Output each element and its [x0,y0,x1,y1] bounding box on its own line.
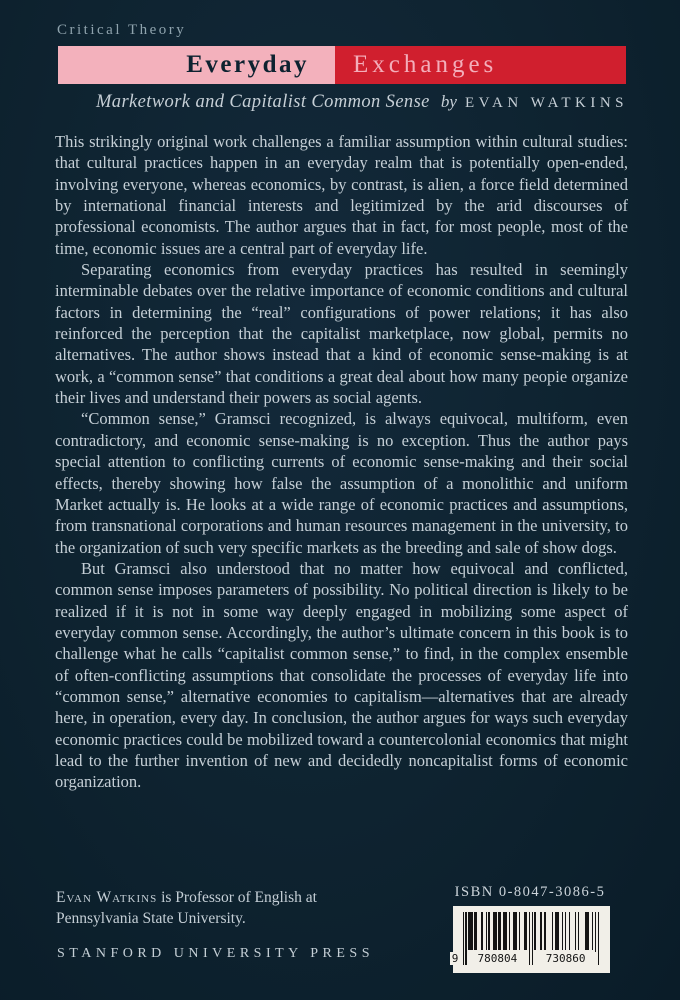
barcode-digits-group1: 780804 [467,952,528,965]
barcode [453,906,610,973]
book-description [55,131,628,793]
series-label: Critical Theory [57,22,187,38]
title-word-exchanges: Exchanges [353,51,498,78]
description-paragraph-1: This strikingly original work challenges a familiar assumption within cultural studies: that cultural practices happen in an everyday realm that is potentially open-ended, involving everyone, whereas economics, by contrast, is alien, a force field determined by international financial interests and legitimized by the arid discourses of professional economists. The author argues that in fact, for most people, most of the time, economic issues are a central part of everyday life. [55,132,628,258]
description-paragraph-2: Separating economics from everyday practices has resulted in seemingly interminable debates over the relative importance of economic conditions and cultural factors in determining the “real” configurations of power relations; it has also reinforced the perception that the capitalist marketplace, now global, permits no alternatives. The author shows instead that a kind of economic sense-making is at work, a “common sense” that conditions a great deal about how many peopie organize their lives and understand their powers as social agents. [55,260,628,408]
title-banner-pink-segment [58,46,335,84]
author-bio [56,887,401,929]
barcode-digits-group2: 730860 [535,952,596,965]
byline-prefix: by [440,92,457,111]
barcode-digit-first: 9 [450,952,461,965]
barcode-bar [598,912,599,965]
author-bio-text: is Professor of English at Pennsylvania State University. [56,889,317,927]
subtitle-row [96,92,628,113]
title-banner-red-segment [335,46,626,84]
author-bio-name: Evan Watkins [56,889,158,906]
title-word-everyday: Everyday [186,51,309,78]
book-subtitle: Marketwork and Capitalist Common Sense [96,92,430,112]
barcode-bars [451,912,601,965]
author-name: EVAN WATKINS [464,95,628,111]
isbn-label: ISBN 0-8047-3086-5 [454,884,606,900]
description-paragraph-3: “Common sense,” Gramsci recognized, is always equivocal, multiform, even contradictory, and economic sense-making is no exception. Thus the author pays special attention to conflicting currents of economic sense-making and their social effects, thereby showing how false the assumption of a monolithic and uniform Market actually is. He looks at a wide range of economic practices and assumptions, from transnational corporations and human resources management in the university, to the organization of such very specific markets as the breeding and sale of show dogs. [55,409,628,557]
description-paragraph-4: But Gramsci also understood that no matter how equivocal and conflicted, common sense imposes parameters of possibility. No political direction is likely to be realized if it is not in some way deeply engaged in mobilizing some aspect of everyday common sense. Accordingly, the author’s ultimate concern in this book is to challenge what he calls “capitalist common sense,” to find, in the complex ensemble of often-conflicting assumptions that consolidate the processes of everyday life into “common sense,” alternative economies to capitalism—alternatives that are already here, in operation, every day. In conclusion, the author argues for ways such everyday economic practices could be mobilized toward a countercolonial economics that might lead to the further invention of new and decidedly noncapitalist forms of economic organization. [55,558,628,792]
byline [441,92,628,112]
publisher-name: STANFORD UNIVERSITY PRESS [57,946,375,961]
title-banner [58,46,626,84]
